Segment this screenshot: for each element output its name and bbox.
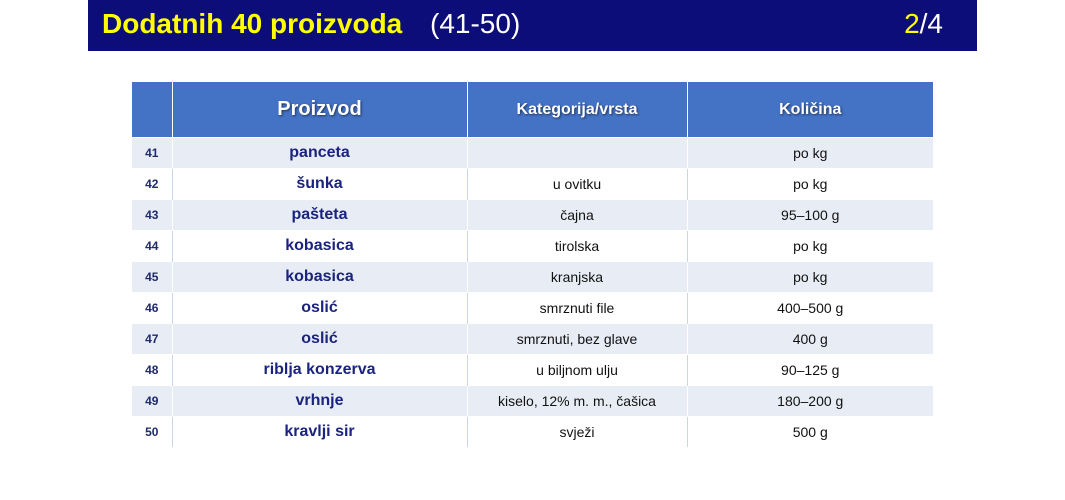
product-quantity: 90–125 g bbox=[687, 355, 933, 386]
product-quantity: 180–200 g bbox=[687, 386, 933, 417]
table-row bbox=[132, 324, 933, 355]
slide-title: Dodatnih 40 proizvoda bbox=[102, 8, 403, 39]
product-quantity: po kg bbox=[687, 169, 933, 200]
product-category: svježi bbox=[467, 417, 687, 448]
product-category: tirolska bbox=[467, 231, 687, 262]
header-category: Kategorija/vrsta bbox=[467, 82, 687, 138]
product-name: pašteta bbox=[172, 200, 467, 231]
product-name: kobasica bbox=[172, 231, 467, 262]
table-row bbox=[132, 200, 933, 231]
product-name: riblja konzerva bbox=[172, 355, 467, 386]
product-quantity: po kg bbox=[687, 231, 933, 262]
product-name: panceta bbox=[172, 138, 467, 169]
slide-header bbox=[88, 0, 977, 51]
product-category: u biljnom ulju bbox=[467, 355, 687, 386]
table-row bbox=[132, 293, 933, 324]
product-quantity: po kg bbox=[687, 262, 933, 293]
header-quantity: Količina bbox=[687, 82, 933, 138]
row-number: 50 bbox=[132, 417, 172, 448]
table-row bbox=[132, 262, 933, 293]
product-name: šunka bbox=[172, 169, 467, 200]
product-name: vrhnje bbox=[172, 386, 467, 417]
product-name: oslić bbox=[172, 293, 467, 324]
slide-range: (41-50) bbox=[430, 8, 521, 39]
product-category: smrznuti file bbox=[467, 293, 687, 324]
product-name: kravlji sir bbox=[172, 417, 467, 448]
row-number: 49 bbox=[132, 386, 172, 417]
product-name: oslić bbox=[172, 324, 467, 355]
table-row bbox=[132, 417, 933, 448]
row-number: 43 bbox=[132, 200, 172, 231]
table-row bbox=[132, 169, 933, 200]
row-number: 46 bbox=[132, 293, 172, 324]
product-category: kiselo, 12% m. m., čašica bbox=[467, 386, 687, 417]
row-number: 41 bbox=[132, 138, 172, 169]
product-category: kranjska bbox=[467, 262, 687, 293]
product-name: kobasica bbox=[172, 262, 467, 293]
product-quantity: po kg bbox=[687, 138, 933, 169]
product-category: smrznuti, bez glave bbox=[467, 324, 687, 355]
product-quantity: 95–100 g bbox=[687, 200, 933, 231]
row-number: 47 bbox=[132, 324, 172, 355]
page-total: /4 bbox=[919, 8, 943, 39]
product-category: u ovitku bbox=[467, 169, 687, 200]
products-table bbox=[132, 82, 933, 447]
table-row bbox=[132, 386, 933, 417]
row-number: 45 bbox=[132, 262, 172, 293]
header-number-cell bbox=[132, 82, 172, 138]
page-current: 2 bbox=[904, 8, 920, 39]
product-quantity: 400 g bbox=[687, 324, 933, 355]
table-row bbox=[132, 138, 933, 169]
table-header-row bbox=[132, 82, 933, 138]
table-row bbox=[132, 355, 933, 386]
table-row bbox=[132, 231, 933, 262]
row-number: 44 bbox=[132, 231, 172, 262]
row-number: 48 bbox=[132, 355, 172, 386]
product-quantity: 500 g bbox=[687, 417, 933, 448]
product-category: čajna bbox=[467, 200, 687, 231]
product-category bbox=[467, 138, 687, 169]
product-quantity: 400–500 g bbox=[687, 293, 933, 324]
page-indicator bbox=[904, 8, 943, 40]
header-product: Proizvod bbox=[172, 82, 467, 138]
row-number: 42 bbox=[132, 169, 172, 200]
